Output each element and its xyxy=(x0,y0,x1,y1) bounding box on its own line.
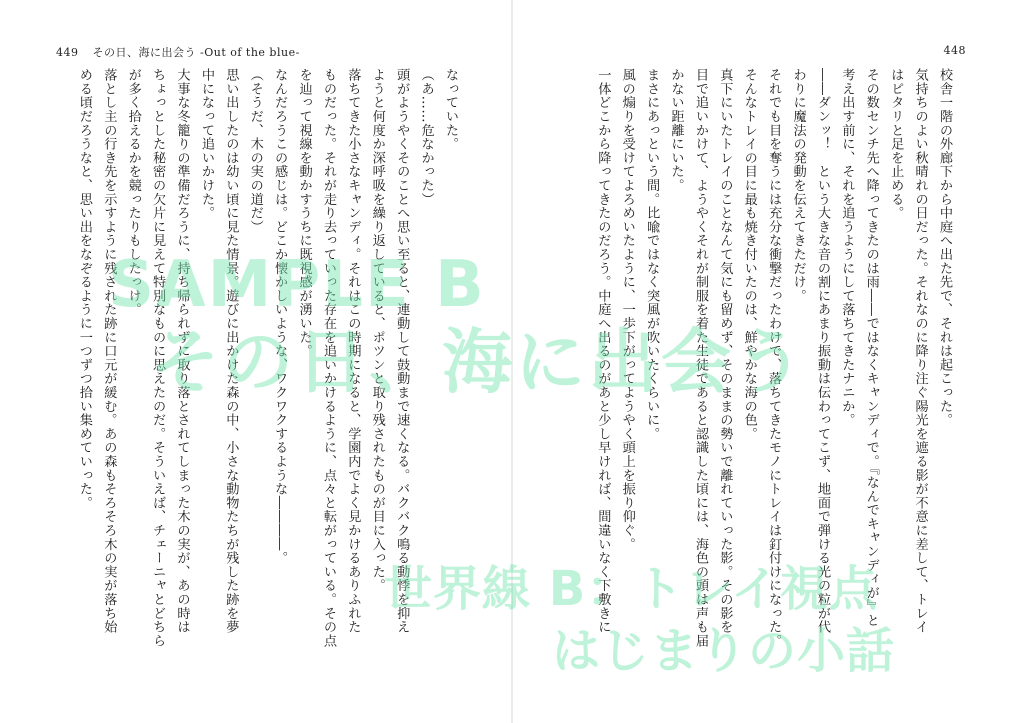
right-page-number: 448 xyxy=(943,44,966,57)
text-line: 校舎一階の外廊下から中庭へ出た先で、それは起こった。 xyxy=(937,68,952,427)
right-page-header xyxy=(944,44,967,57)
left-page-number: 449 xyxy=(56,46,79,59)
text-line: める頃だろうなと、思い出をなぞるように一つずつ拾い集めていった。 xyxy=(76,68,92,510)
title-watermark: その日、海に出会う xyxy=(150,321,807,403)
sample-watermark: SAMPLE B xyxy=(108,248,486,322)
text-line: 風の煽りを受けてよろめいたように、一歩下がってようやく頭上を振り仰ぐ。 xyxy=(619,68,635,551)
text-line: 中になって追いかけた。 xyxy=(198,68,214,220)
running-title: その日、海に出会う -Out of the blue- xyxy=(92,46,300,59)
text-line: （そうだ、木の実の道だ） xyxy=(247,68,263,234)
left-page-header xyxy=(56,44,300,60)
text-line: 目で追いかけて、ようやくそれが制服を着た生徒であると認識した頃には、海色の頭は声も届 xyxy=(692,68,708,648)
text-line: を辿って視線を動かすうちに既視感が湧いた。 xyxy=(296,68,312,358)
text-line: なっていた。 xyxy=(443,68,458,151)
text-line: 大事な冬籠りの準備だろうに、持ち帰られずに取り落とされてしまった木の実が、あの時は xyxy=(174,68,190,634)
text-line: その数センチ先へ降ってきたのは雨――ではなくキャンディで。『なんでキャンディが』と xyxy=(863,68,879,628)
text-line: 落ちてきた小さなキャンディ。それはこの時期になると、学園内でよく見かけるありふれた xyxy=(345,68,361,634)
text-line: なんだろうこの感じは。どこか懐かしいような、ワクワクするような――――。 xyxy=(272,68,288,565)
text-line: 気持ちのよい秋晴れの日だった。それなのに降り注ぐ陽光を遮る影が不意に差して、トレイ xyxy=(912,68,928,634)
left-page-body xyxy=(58,68,462,693)
text-line: わりに魔法の発動を伝えてきただけ。 xyxy=(790,68,806,303)
text-line: まさにあっという間。比喩ではなく突風が吹いたくらいに。 xyxy=(644,68,660,441)
text-line: ――ダンッ！ という大きな音の割にあまり振動は伝わってこず、地面で弾ける光の粒が代 xyxy=(814,68,830,634)
subtitle-watermark: 世界線 B：トレイ視点 xyxy=(384,561,878,617)
caption-watermark: はじまりの小話 xyxy=(552,623,896,679)
text-line: はピタリと足を止める。 xyxy=(888,68,904,220)
text-line: 考え出す前に、それを追うようにして落ちてきたナニか。 xyxy=(839,68,855,427)
text-line: ようと何度か深呼吸を繰り返していると、ポツンと取り残されたものが目に入った。 xyxy=(369,68,385,593)
text-line: 真下にいたトレイのことなんて気にも留めず、そのままの勢いで離れていった影。その影を xyxy=(717,68,733,634)
text-line: （あ……危なかった） xyxy=(418,68,434,206)
text-line: それでも目を奪うには充分な衝撃だったわけで、落ちてきたモノにトレイは釘付けになった。 xyxy=(766,68,782,648)
text-line: 一体どこから降ってきたのだろう。中庭へ出るのがあと少し早ければ、間違いなく下敷きに xyxy=(595,68,611,634)
text-line: が多く拾えるかを競ったりもしたっけ。 xyxy=(125,68,141,317)
text-line: ものだった。それが走り去っていった存在を追いかけるように、点々と転がっている。その点 xyxy=(320,68,336,648)
text-line: 頭がようやくそのことへ思い至ると、連動して鼓動まで速くなる。バクバク鳴る動悸を抑え xyxy=(394,68,410,634)
text-line: 思い出したのは幼い頃に見た情景。遊びに出かけた森の中、小さな動物たちが残した跡を夢 xyxy=(223,68,239,634)
text-line: ちょっとした秘密の欠片に見えて特別なものに思えたのだ。そういえば、チェーニャとどちら xyxy=(150,68,166,648)
text-line: そんなトレイの目に最も焼き付いたのは、鮮やかな海の色。 xyxy=(741,68,757,441)
text-line: かない距離にいた。 xyxy=(668,68,684,193)
text-line: 落とし主の行き先を示すように残された跡に口元が緩む。あの森もそろそろ木の実が落ち始 xyxy=(101,68,117,634)
right-page-body xyxy=(580,68,956,693)
